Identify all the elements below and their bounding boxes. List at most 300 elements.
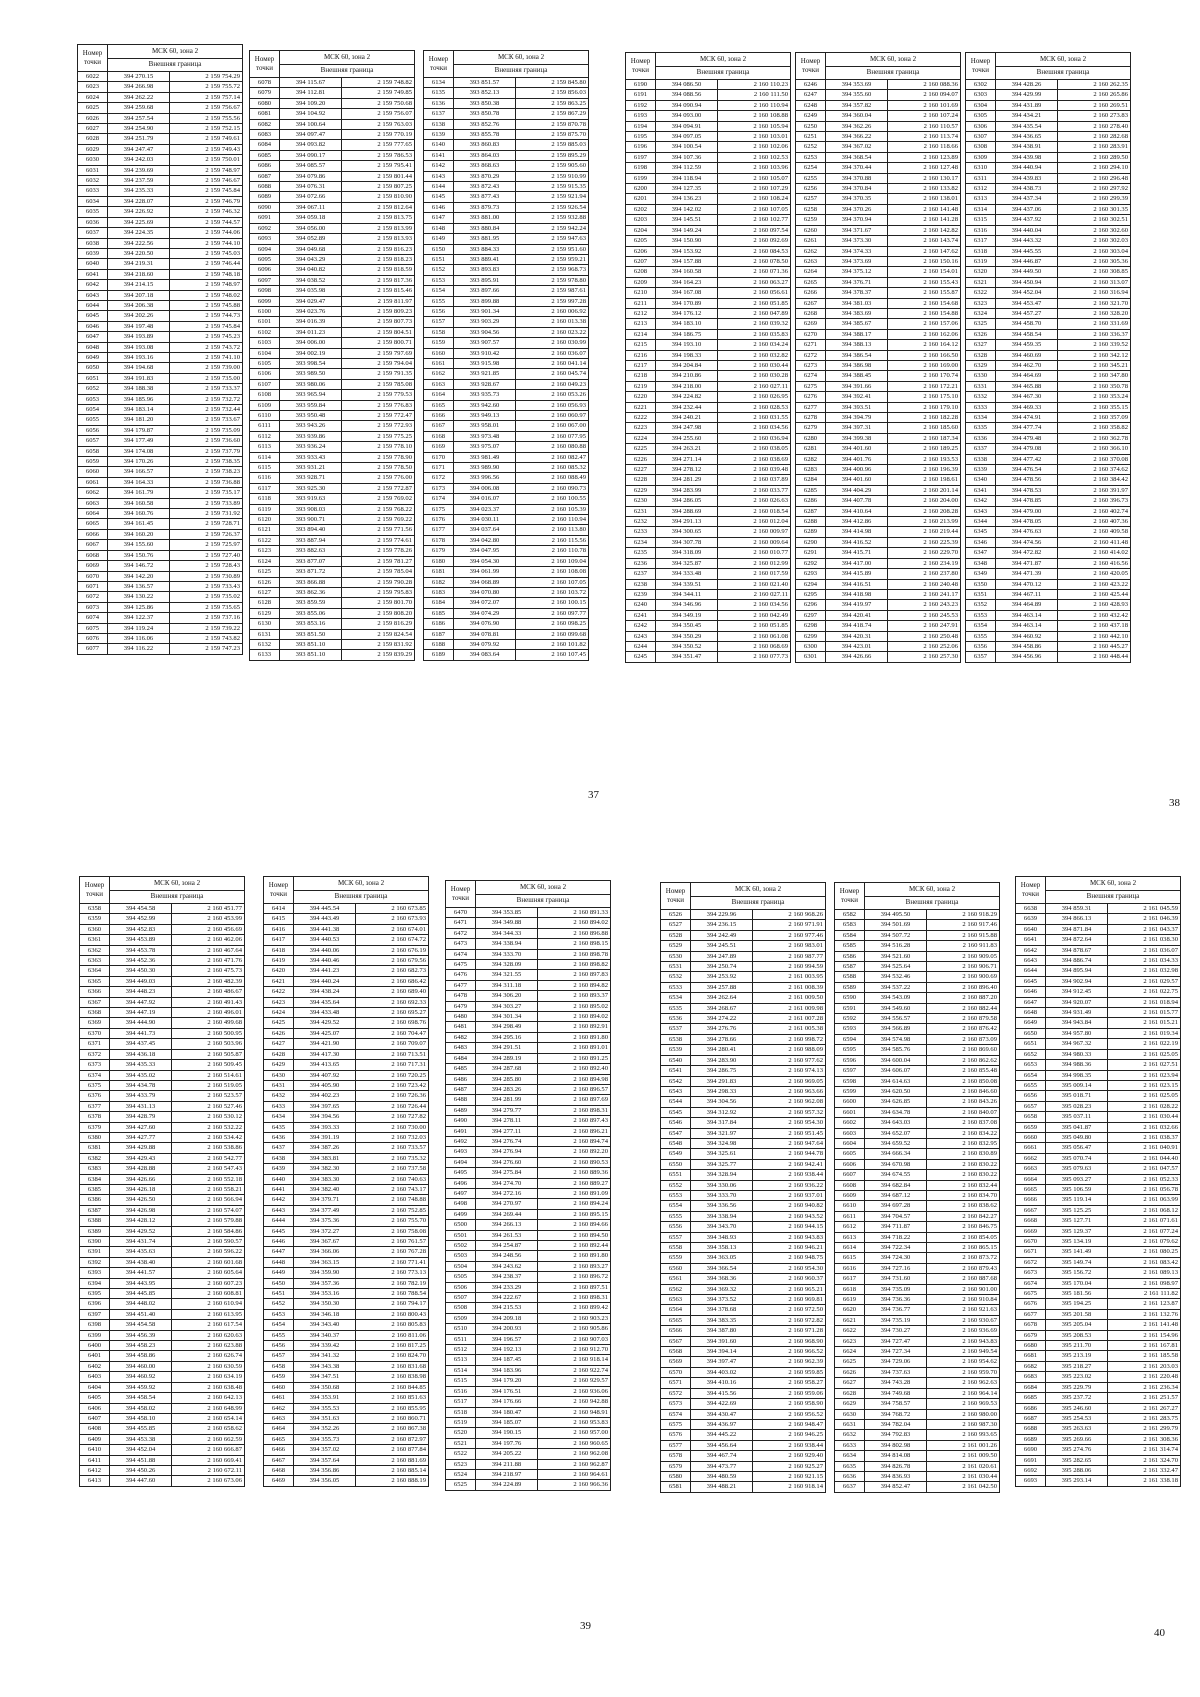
table-body bbox=[1016, 904, 1181, 1487]
point-number-cell: 6306 bbox=[966, 121, 996, 131]
x-coordinate-cell: 394 428.79 bbox=[110, 1112, 172, 1122]
x-coordinate-cell: 394 250.74 bbox=[691, 962, 753, 972]
point-number-cell: 6395 bbox=[80, 1289, 110, 1299]
table-row bbox=[446, 908, 611, 918]
x-coordinate-cell: 394 456.39 bbox=[110, 1330, 172, 1340]
table-row bbox=[250, 515, 415, 525]
table-row bbox=[250, 338, 415, 348]
point-number-cell: 6534 bbox=[661, 993, 691, 1003]
point-number-cell: 6410 bbox=[80, 1445, 110, 1455]
point-number-cell: 6508 bbox=[446, 1303, 476, 1313]
y-coordinate-cell: 2 160 638.48 bbox=[172, 1382, 245, 1392]
x-coordinate-cell: 394 235.33 bbox=[108, 186, 170, 196]
point-number-cell: 6346 bbox=[966, 537, 996, 547]
y-coordinate-cell: 2 160 755.70 bbox=[356, 1216, 429, 1226]
table-row bbox=[796, 298, 961, 308]
point-number-cell: 6245 bbox=[626, 652, 656, 662]
x-coordinate-cell: 395 041.87 bbox=[1046, 1122, 1108, 1132]
table-row bbox=[264, 1049, 429, 1059]
table-row bbox=[626, 340, 791, 350]
x-coordinate-cell: 394 185.07 bbox=[476, 1417, 538, 1427]
y-coordinate-cell: 2 160 944.15 bbox=[753, 1222, 826, 1232]
x-coordinate-cell: 394 549.60 bbox=[865, 1003, 927, 1013]
point-number-cell: 6506 bbox=[446, 1282, 476, 1292]
x-coordinate-cell: 394 253.92 bbox=[691, 972, 753, 982]
y-coordinate-cell: 2 160 900.69 bbox=[927, 972, 1000, 982]
x-coordinate-cell: 393 928.67 bbox=[454, 379, 516, 389]
point-number-cell: 6382 bbox=[80, 1153, 110, 1163]
y-coordinate-cell: 2 160 867.38 bbox=[356, 1424, 429, 1434]
table-row bbox=[835, 1430, 1000, 1440]
point-number-cell: 6069 bbox=[78, 561, 108, 571]
point-number-cell: 6111 bbox=[250, 421, 280, 431]
y-coordinate-cell: 2 160 185.60 bbox=[888, 423, 961, 433]
x-coordinate-cell: 394 206.38 bbox=[108, 300, 170, 310]
point-number-cell: 6269 bbox=[796, 319, 826, 329]
table-row bbox=[80, 976, 245, 986]
table-row bbox=[80, 1257, 245, 1267]
x-coordinate-cell: 394 443.32 bbox=[996, 236, 1058, 246]
point-number-cell: 6097 bbox=[250, 275, 280, 285]
table-row bbox=[835, 1243, 1000, 1253]
x-coordinate-cell: 394 495.50 bbox=[865, 910, 927, 920]
point-number-cell: 6531 bbox=[661, 962, 691, 972]
y-coordinate-cell: 2 160 027.11 bbox=[718, 589, 791, 599]
point-number-cell: 6059 bbox=[78, 457, 108, 467]
x-coordinate-cell: 394 224.82 bbox=[656, 392, 718, 402]
point-number-cell: 6219 bbox=[626, 381, 656, 391]
x-coordinate-cell: 394 704.57 bbox=[865, 1211, 927, 1221]
table-row bbox=[835, 972, 1000, 982]
table-row bbox=[835, 1482, 1000, 1492]
y-coordinate-cell: 2 160 187.34 bbox=[888, 433, 961, 443]
point-number-cell: 6260 bbox=[796, 225, 826, 235]
table-row bbox=[661, 910, 826, 920]
table-row bbox=[78, 92, 243, 102]
y-coordinate-cell: 2 160 890.53 bbox=[538, 1157, 611, 1167]
y-coordinate-cell: 2 159 728.43 bbox=[170, 561, 243, 571]
point-number-cell: 6175 bbox=[424, 504, 454, 514]
point-number-cell: 6252 bbox=[796, 142, 826, 152]
y-coordinate-cell: 2 160 482.39 bbox=[172, 976, 245, 986]
y-coordinate-cell: 2 160 031.55 bbox=[718, 413, 791, 423]
x-coordinate-cell: 394 401.60 bbox=[826, 444, 888, 454]
table-row bbox=[835, 1378, 1000, 1388]
x-coordinate-cell: 394 276.60 bbox=[476, 1157, 538, 1167]
x-coordinate-cell: 394 370.35 bbox=[826, 194, 888, 204]
point-number-cell: 6227 bbox=[626, 465, 656, 475]
x-coordinate-cell: 394 392.41 bbox=[826, 392, 888, 402]
point-number-cell: 6199 bbox=[626, 173, 656, 183]
table-row bbox=[80, 1413, 245, 1423]
table-row bbox=[966, 371, 1131, 381]
coordinate-table-page38-col3 bbox=[965, 52, 1131, 663]
x-coordinate-cell: 394 112.81 bbox=[280, 88, 342, 98]
x-coordinate-cell: 395 223.02 bbox=[1046, 1372, 1108, 1382]
table-row bbox=[835, 1055, 1000, 1065]
x-coordinate-cell: 394 368.36 bbox=[691, 1274, 753, 1284]
point-number-cell: 6036 bbox=[78, 217, 108, 227]
y-coordinate-cell: 2 160 969.53 bbox=[927, 1399, 1000, 1409]
y-coordinate-cell: 2 160 313.07 bbox=[1058, 277, 1131, 287]
x-coordinate-cell: 394 049.68 bbox=[280, 244, 342, 254]
y-coordinate-cell: 2 160 115.56 bbox=[516, 535, 589, 545]
x-coordinate-cell: 394 431.89 bbox=[996, 100, 1058, 110]
y-coordinate-cell: 2 160 977.46 bbox=[753, 930, 826, 940]
x-coordinate-cell: 394 729.06 bbox=[865, 1357, 927, 1367]
table-row bbox=[835, 1461, 1000, 1471]
point-number-cell: 6070 bbox=[78, 571, 108, 581]
y-coordinate-cell: 2 160 912.70 bbox=[538, 1345, 611, 1355]
table-row bbox=[626, 641, 791, 651]
x-coordinate-cell: 394 218.60 bbox=[108, 269, 170, 279]
table-row bbox=[661, 920, 826, 930]
y-coordinate-cell: 2 160 142.82 bbox=[888, 225, 961, 235]
point-number-cell: 6196 bbox=[626, 142, 656, 152]
table-row bbox=[78, 623, 243, 633]
table-row bbox=[626, 506, 791, 516]
y-coordinate-cell: 2 160 179.10 bbox=[888, 402, 961, 412]
point-number-cell: 6617 bbox=[835, 1274, 865, 1284]
y-coordinate-cell: 2 159 804.51 bbox=[342, 327, 415, 337]
x-coordinate-cell: 393 975.07 bbox=[454, 442, 516, 452]
y-coordinate-cell: 2 160 107.29 bbox=[718, 184, 791, 194]
y-coordinate-cell: 2 160 673.06 bbox=[172, 1476, 245, 1486]
table-row bbox=[424, 244, 589, 254]
y-coordinate-cell: 2 161 141.48 bbox=[1108, 1320, 1181, 1330]
x-coordinate-cell: 394 814.08 bbox=[865, 1451, 927, 1461]
x-coordinate-cell: 394 456.96 bbox=[996, 652, 1058, 662]
table-row bbox=[796, 246, 961, 256]
point-number-cell: 6110 bbox=[250, 411, 280, 421]
x-coordinate-cell: 394 670.98 bbox=[865, 1159, 927, 1169]
x-coordinate-cell: 394 574.98 bbox=[865, 1034, 927, 1044]
y-coordinate-cell: 2 160 109.04 bbox=[516, 556, 589, 566]
y-coordinate-cell: 2 159 778.10 bbox=[342, 442, 415, 452]
x-coordinate-cell: 394 652.07 bbox=[865, 1128, 927, 1138]
point-number-cell: 6513 bbox=[446, 1355, 476, 1365]
x-coordinate-cell: 394 453.78 bbox=[110, 945, 172, 955]
point-number-cell: 6553 bbox=[661, 1190, 691, 1200]
table-row bbox=[78, 561, 243, 571]
x-coordinate-cell: 394 023.37 bbox=[454, 504, 516, 514]
x-coordinate-cell: 394 735.19 bbox=[865, 1315, 927, 1325]
y-coordinate-cell: 2 160 030.44 bbox=[718, 360, 791, 370]
table-row bbox=[966, 173, 1131, 183]
point-number-cell: 6254 bbox=[796, 163, 826, 173]
table-row bbox=[424, 619, 589, 629]
table-row bbox=[1016, 1216, 1181, 1226]
y-coordinate-cell: 2 159 895.29 bbox=[516, 150, 589, 160]
table-row bbox=[1016, 1393, 1181, 1403]
point-number-header: Номер точки bbox=[250, 51, 280, 78]
table-row bbox=[80, 1018, 245, 1028]
y-coordinate-cell: 2 160 053.26 bbox=[516, 390, 589, 400]
point-number-cell: 6577 bbox=[661, 1440, 691, 1450]
y-coordinate-cell: 2 159 768.22 bbox=[342, 504, 415, 514]
table-body bbox=[966, 80, 1131, 663]
y-coordinate-cell: 2 160 108.08 bbox=[516, 567, 589, 577]
point-number-cell: 6492 bbox=[446, 1136, 476, 1146]
table-row bbox=[78, 238, 243, 248]
point-number-cell: 6432 bbox=[264, 1091, 294, 1101]
table-row bbox=[1016, 1080, 1181, 1090]
y-coordinate-cell: 2 160 056.61 bbox=[718, 288, 791, 298]
table-row bbox=[264, 1195, 429, 1205]
point-number-cell: 6512 bbox=[446, 1345, 476, 1355]
point-number-cell: 6683 bbox=[1016, 1372, 1046, 1382]
y-coordinate-cell: 2 160 963.66 bbox=[753, 1086, 826, 1096]
table-row bbox=[1016, 1174, 1181, 1184]
x-coordinate-cell: 394 438.73 bbox=[996, 184, 1058, 194]
point-number-cell: 6680 bbox=[1016, 1341, 1046, 1351]
point-number-cell: 6614 bbox=[835, 1243, 865, 1253]
point-number-cell: 6334 bbox=[966, 413, 996, 423]
x-coordinate-cell: 395 246.60 bbox=[1046, 1403, 1108, 1413]
y-coordinate-cell: 2 160 901.00 bbox=[927, 1284, 1000, 1294]
table-row bbox=[796, 173, 961, 183]
y-coordinate-cell: 2 160 824.70 bbox=[356, 1351, 429, 1361]
y-coordinate-cell: 2 160 954.30 bbox=[753, 1263, 826, 1273]
point-number-cell: 6050 bbox=[78, 363, 108, 373]
table-row bbox=[835, 1263, 1000, 1273]
x-coordinate-cell: 394 083.64 bbox=[454, 650, 516, 660]
point-number-cell: 6034 bbox=[78, 196, 108, 206]
table-row bbox=[835, 1045, 1000, 1055]
x-coordinate-cell: 394 478.85 bbox=[996, 496, 1058, 506]
point-number-cell: 6359 bbox=[80, 914, 110, 924]
point-number-cell: 6234 bbox=[626, 537, 656, 547]
boundary-header: Внешняя граница bbox=[1046, 890, 1181, 904]
table-row bbox=[626, 423, 791, 433]
x-coordinate-cell: 394 341.32 bbox=[294, 1351, 356, 1361]
x-coordinate-cell: 394 362.26 bbox=[826, 121, 888, 131]
y-coordinate-cell: 2 160 321.70 bbox=[1058, 298, 1131, 308]
table-row bbox=[424, 421, 589, 431]
table-row bbox=[1016, 1465, 1181, 1475]
y-coordinate-cell: 2 160 063.27 bbox=[718, 277, 791, 287]
table-row bbox=[661, 1440, 826, 1450]
table-row bbox=[835, 910, 1000, 920]
table-row bbox=[626, 548, 791, 558]
y-coordinate-cell: 2 160 903.23 bbox=[538, 1313, 611, 1323]
point-number-cell: 6522 bbox=[446, 1449, 476, 1459]
table-row bbox=[661, 1482, 826, 1492]
x-coordinate-cell: 394 377.49 bbox=[294, 1205, 356, 1215]
point-number-cell: 6143 bbox=[424, 171, 454, 181]
x-coordinate-cell: 395 037.11 bbox=[1046, 1112, 1108, 1122]
y-coordinate-cell: 2 160 133.82 bbox=[888, 184, 961, 194]
y-coordinate-cell: 2 160 893.27 bbox=[538, 1261, 611, 1271]
point-number-cell: 6120 bbox=[250, 515, 280, 525]
x-coordinate-cell: 395 269.66 bbox=[1046, 1434, 1108, 1444]
y-coordinate-cell: 2 160 486.67 bbox=[172, 987, 245, 997]
x-coordinate-cell: 394 479.48 bbox=[996, 433, 1058, 443]
table-row bbox=[78, 269, 243, 279]
table-row bbox=[264, 1309, 429, 1319]
y-coordinate-cell: 2 159 735.09 bbox=[170, 425, 243, 435]
x-coordinate-cell: 394 437.06 bbox=[996, 204, 1058, 214]
point-number-cell: 6429 bbox=[264, 1060, 294, 1070]
y-coordinate-cell: 2 160 423.22 bbox=[1058, 579, 1131, 589]
y-coordinate-cell: 2 160 898.78 bbox=[538, 949, 611, 959]
point-number-cell: 6516 bbox=[446, 1386, 476, 1396]
point-number-cell: 6542 bbox=[661, 1076, 691, 1086]
x-coordinate-cell: 394 383.81 bbox=[294, 1153, 356, 1163]
y-coordinate-cell: 2 160 505.87 bbox=[172, 1049, 245, 1059]
table-row bbox=[80, 1278, 245, 1288]
table-row bbox=[264, 1413, 429, 1423]
point-number-cell: 6236 bbox=[626, 558, 656, 568]
y-coordinate-cell: 2 159 754.29 bbox=[170, 72, 243, 82]
y-coordinate-cell: 2 161 042.50 bbox=[927, 1482, 1000, 1492]
table-row bbox=[264, 1091, 429, 1101]
table-row bbox=[250, 88, 415, 98]
point-number-cell: 6421 bbox=[264, 976, 294, 986]
point-number-cell: 6426 bbox=[264, 1028, 294, 1038]
point-number-cell: 6566 bbox=[661, 1326, 691, 1336]
x-coordinate-cell: 394 426.98 bbox=[110, 1205, 172, 1215]
table-row bbox=[250, 140, 415, 150]
point-number-cell: 6485 bbox=[446, 1064, 476, 1074]
x-coordinate-cell: 394 170.89 bbox=[656, 298, 718, 308]
x-coordinate-cell: 394 238.37 bbox=[476, 1272, 538, 1282]
x-coordinate-cell: 394 450.30 bbox=[110, 966, 172, 976]
table-row bbox=[966, 288, 1131, 298]
x-coordinate-cell: 394 478.56 bbox=[996, 475, 1058, 485]
point-number-cell: 6575 bbox=[661, 1419, 691, 1429]
x-coordinate-cell: 394 373.52 bbox=[691, 1295, 753, 1305]
table-row bbox=[796, 236, 961, 246]
y-coordinate-cell: 2 160 954.30 bbox=[753, 1118, 826, 1128]
y-coordinate-cell: 2 159 733.67 bbox=[170, 415, 243, 425]
x-coordinate-cell: 394 474.91 bbox=[996, 413, 1058, 423]
y-coordinate-cell: 2 160 956.52 bbox=[753, 1409, 826, 1419]
table-row bbox=[796, 579, 961, 589]
x-coordinate-cell: 394 276.94 bbox=[476, 1147, 538, 1157]
y-coordinate-cell: 2 160 448.44 bbox=[1058, 652, 1131, 662]
point-number-cell: 6445 bbox=[264, 1226, 294, 1236]
point-number-cell: 6240 bbox=[626, 600, 656, 610]
table-row bbox=[424, 296, 589, 306]
point-number-cell: 6604 bbox=[835, 1138, 865, 1148]
point-number-cell: 6323 bbox=[966, 298, 996, 308]
point-number-cell: 6328 bbox=[966, 350, 996, 360]
x-coordinate-cell: 394 438.40 bbox=[110, 1257, 172, 1267]
point-number-cell: 6558 bbox=[661, 1243, 691, 1253]
table-row bbox=[626, 350, 791, 360]
table-row bbox=[626, 163, 791, 173]
point-number-cell: 6585 bbox=[835, 941, 865, 951]
point-number-cell: 6253 bbox=[796, 152, 826, 162]
table-row bbox=[446, 1220, 611, 1230]
point-number-cell: 6668 bbox=[1016, 1216, 1046, 1226]
point-number-cell: 6271 bbox=[796, 340, 826, 350]
x-coordinate-cell: 394 142.20 bbox=[108, 571, 170, 581]
table-row bbox=[424, 400, 589, 410]
point-number-cell: 6095 bbox=[250, 254, 280, 264]
table-row bbox=[626, 121, 791, 131]
table-row bbox=[966, 308, 1131, 318]
point-number-cell: 6669 bbox=[1016, 1226, 1046, 1236]
y-coordinate-cell: 2 160 922.74 bbox=[538, 1365, 611, 1375]
x-coordinate-cell: 394 333.70 bbox=[691, 1190, 753, 1200]
x-coordinate-cell: 394 802.98 bbox=[865, 1440, 927, 1450]
x-coordinate-cell: 394 478.05 bbox=[996, 517, 1058, 527]
y-coordinate-cell: 2 160 805.83 bbox=[356, 1320, 429, 1330]
table-row bbox=[835, 1170, 1000, 1180]
x-coordinate-cell: 394 410.16 bbox=[691, 1378, 753, 1388]
coordinate-system-header: МСК 60, зона 2 bbox=[280, 51, 415, 65]
table-row bbox=[80, 1070, 245, 1080]
y-coordinate-cell: 2 160 172.21 bbox=[888, 381, 961, 391]
x-coordinate-cell: 394 447.19 bbox=[110, 1008, 172, 1018]
y-coordinate-cell: 2 160 018.54 bbox=[718, 506, 791, 516]
point-number-cell: 6571 bbox=[661, 1378, 691, 1388]
x-coordinate-cell: 394 198.33 bbox=[656, 350, 718, 360]
table-row bbox=[78, 613, 243, 623]
y-coordinate-cell: 2 161 089.13 bbox=[1108, 1268, 1181, 1278]
point-number-cell: 6279 bbox=[796, 423, 826, 433]
table-row bbox=[250, 202, 415, 212]
table-row bbox=[661, 1274, 826, 1284]
x-coordinate-cell: 394 056.00 bbox=[280, 223, 342, 233]
x-coordinate-cell: 394 397.47 bbox=[691, 1357, 753, 1367]
x-coordinate-cell: 394 447.92 bbox=[110, 997, 172, 1007]
point-number-cell: 6431 bbox=[264, 1080, 294, 1090]
x-coordinate-cell: 394 116.06 bbox=[108, 633, 170, 643]
point-number-cell: 6403 bbox=[80, 1372, 110, 1382]
x-coordinate-cell: 394 427.77 bbox=[110, 1132, 172, 1142]
table-row bbox=[80, 914, 245, 924]
table-row bbox=[966, 184, 1131, 194]
y-coordinate-cell: 2 160 491.43 bbox=[172, 997, 245, 1007]
table-row bbox=[424, 556, 589, 566]
y-coordinate-cell: 2 160 936.22 bbox=[753, 1180, 826, 1190]
x-coordinate-cell: 394 420.31 bbox=[826, 631, 888, 641]
y-coordinate-cell: 2 160 579.88 bbox=[172, 1216, 245, 1226]
table-row bbox=[835, 1253, 1000, 1263]
x-coordinate-cell: 394 463.14 bbox=[996, 610, 1058, 620]
table-row bbox=[835, 1159, 1000, 1169]
y-coordinate-cell: 2 159 736.60 bbox=[170, 436, 243, 446]
point-number-cell: 6088 bbox=[250, 182, 280, 192]
x-coordinate-cell: 394 435.54 bbox=[996, 121, 1058, 131]
x-coordinate-cell: 395 056.47 bbox=[1046, 1143, 1108, 1153]
table-row bbox=[80, 1195, 245, 1205]
table-row bbox=[796, 621, 961, 631]
table-row bbox=[626, 308, 791, 318]
y-coordinate-cell: 2 160 336.37 bbox=[1058, 329, 1131, 339]
y-coordinate-cell: 2 160 107.45 bbox=[516, 650, 589, 660]
table-row bbox=[626, 267, 791, 277]
y-coordinate-cell: 2 160 968.26 bbox=[753, 910, 826, 920]
x-coordinate-cell: 394 324.98 bbox=[691, 1138, 753, 1148]
x-coordinate-cell: 394 125.86 bbox=[108, 602, 170, 612]
boundary-header: Внешняя граница bbox=[826, 66, 961, 80]
x-coordinate-cell: 394 458.02 bbox=[110, 1403, 172, 1413]
point-number-cell: 6406 bbox=[80, 1403, 110, 1413]
x-coordinate-cell: 394 336.56 bbox=[691, 1201, 753, 1211]
y-coordinate-cell: 2 160 676.19 bbox=[356, 945, 429, 955]
x-coordinate-cell: 394 353.85 bbox=[476, 908, 538, 918]
point-number-cell: 6448 bbox=[264, 1257, 294, 1267]
x-coordinate-cell: 394 388.45 bbox=[826, 371, 888, 381]
table-row bbox=[966, 256, 1131, 266]
x-coordinate-cell: 394 666.34 bbox=[865, 1149, 927, 1159]
x-coordinate-cell: 394 467.11 bbox=[996, 589, 1058, 599]
point-number-cell: 6414 bbox=[264, 904, 294, 914]
